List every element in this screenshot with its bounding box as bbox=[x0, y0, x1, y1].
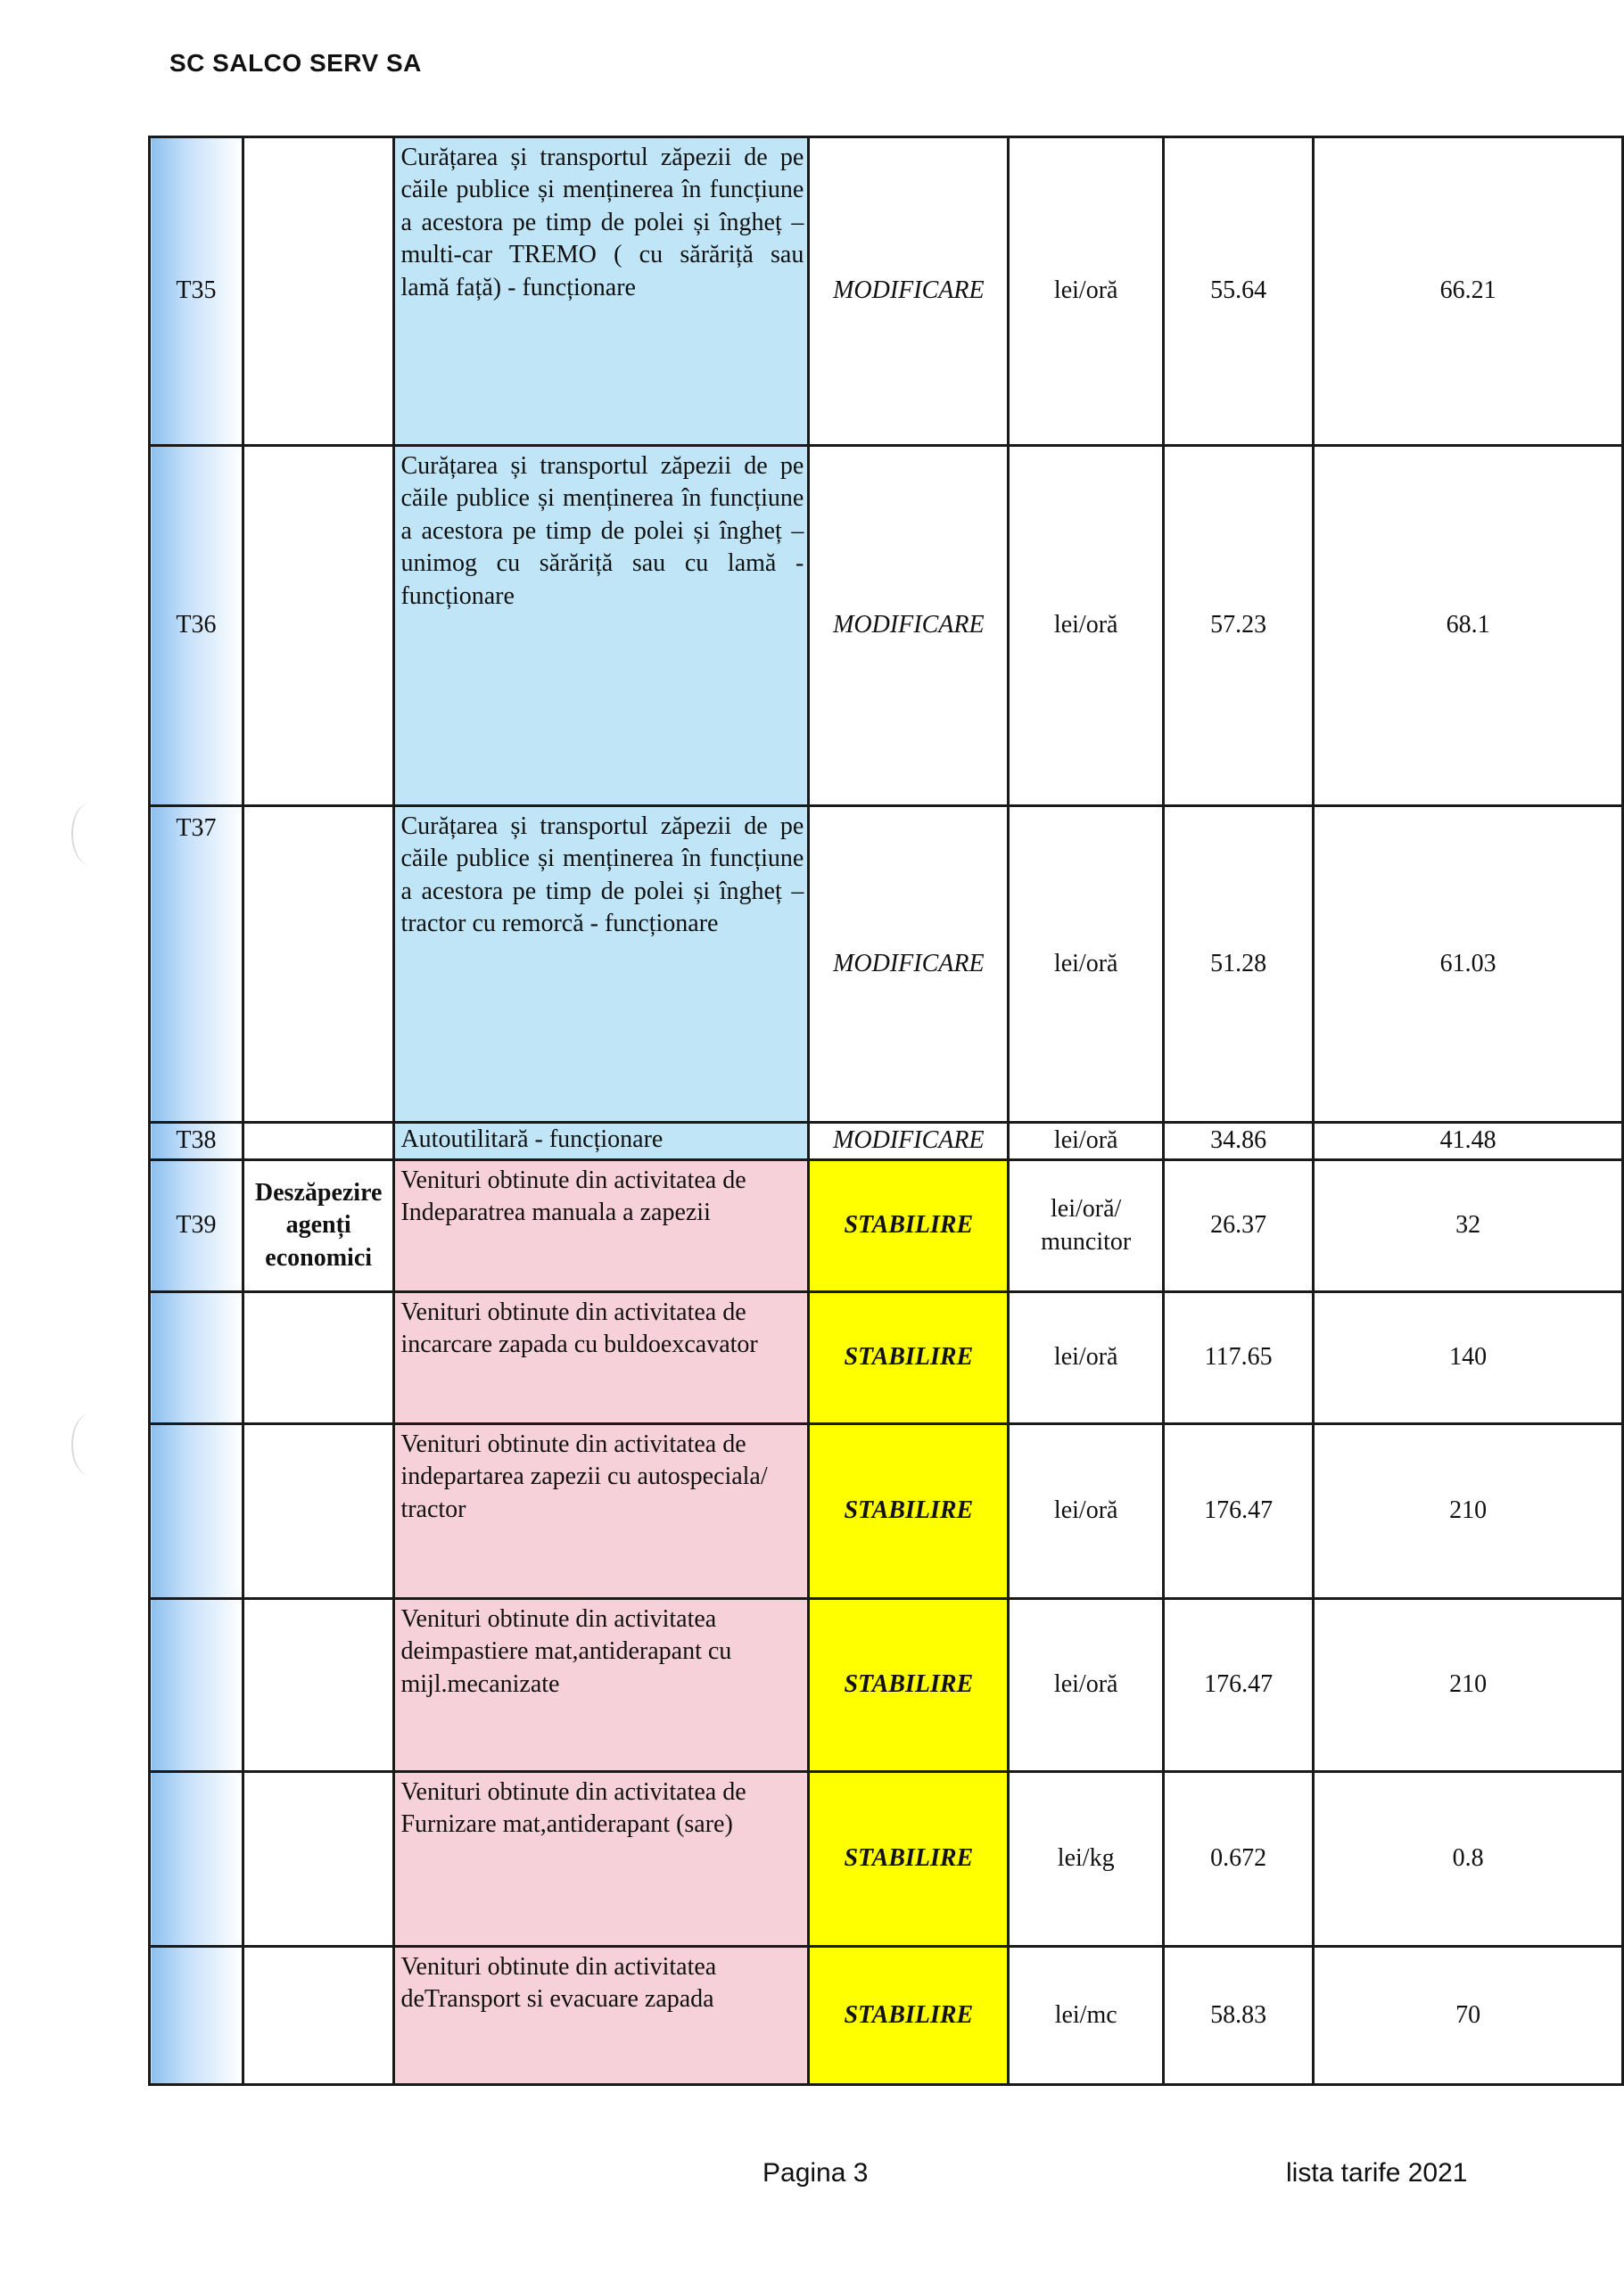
service-description: Venituri obtinute din activitatea de Indeparatrea manuala a zapezii bbox=[394, 1160, 809, 1292]
change-status: MODIFICARE bbox=[809, 446, 1009, 806]
table-row bbox=[150, 446, 1623, 806]
change-status: STABILIRE bbox=[809, 1772, 1009, 1947]
tariff-code: T37 bbox=[150, 806, 243, 1123]
service-category bbox=[243, 1599, 394, 1772]
service-description: Venituri obtinute din activitatea deimpastiere mat,antiderapant cu mijl.mecanizate bbox=[394, 1599, 809, 1772]
new-price: 210 bbox=[1314, 1424, 1623, 1599]
table-row bbox=[150, 1424, 1623, 1599]
new-price: 70 bbox=[1314, 1947, 1623, 2085]
table-row bbox=[150, 1947, 1623, 2085]
binder-hole-mark bbox=[71, 1413, 109, 1476]
service-description: Autoutilitară - funcționare bbox=[394, 1123, 809, 1160]
change-status: STABILIRE bbox=[809, 1599, 1009, 1772]
table-row bbox=[150, 1772, 1623, 1947]
tariff-code: T39 bbox=[150, 1160, 243, 1292]
tariff-code: T35 bbox=[150, 137, 243, 446]
old-price: 26.37 bbox=[1164, 1160, 1314, 1292]
old-price: 51.28 bbox=[1164, 806, 1314, 1123]
service-description: Curățarea și transportul zăpezii de pe căile publice și menținerea în funcțiune a acestora pe timp de polei și îngheț – multi-car TREMO ( cu sărăriță sau lamă față) - funcționare bbox=[394, 137, 809, 446]
service-category bbox=[243, 446, 394, 806]
table-row bbox=[150, 1599, 1623, 1772]
unit: lei/oră bbox=[1009, 1123, 1164, 1160]
unit: lei/kg bbox=[1009, 1772, 1164, 1947]
unit: lei/oră/ muncitor bbox=[1009, 1160, 1164, 1292]
new-price: 61.03 bbox=[1314, 806, 1623, 1123]
service-category bbox=[243, 137, 394, 446]
tariff-code bbox=[150, 1599, 243, 1772]
tariff-code bbox=[150, 1424, 243, 1599]
service-description: Curățarea și transportul zăpezii de pe căile publice și menținerea în funcțiune a acestora pe timp de polei și îngheț – unimog cu sărăriță sau cu lamă - funcționare bbox=[394, 446, 809, 806]
old-price: 58.83 bbox=[1164, 1947, 1314, 2085]
new-price: 210 bbox=[1314, 1599, 1623, 1772]
change-status: STABILIRE bbox=[809, 1292, 1009, 1424]
service-category bbox=[243, 1947, 394, 2085]
service-description: Venituri obtinute din activitatea de Furnizare mat,antiderapant (sare) bbox=[394, 1772, 809, 1947]
unit: lei/oră bbox=[1009, 1292, 1164, 1424]
unit: lei/oră bbox=[1009, 806, 1164, 1123]
document-name: lista tarife 2021 bbox=[1286, 2158, 1468, 2188]
tariff-code bbox=[150, 1772, 243, 1947]
tariff-code: T38 bbox=[150, 1123, 243, 1160]
new-price: 41.48 bbox=[1314, 1123, 1623, 1160]
old-price: 176.47 bbox=[1164, 1599, 1314, 1772]
tariff-code bbox=[150, 1947, 243, 2085]
binder-hole-mark bbox=[71, 803, 109, 865]
service-category bbox=[243, 1424, 394, 1599]
table-row bbox=[150, 1123, 1623, 1160]
change-status: MODIFICARE bbox=[809, 806, 1009, 1123]
old-price: 55.64 bbox=[1164, 137, 1314, 446]
service-category bbox=[243, 806, 394, 1123]
table-row bbox=[150, 137, 1623, 446]
unit: lei/oră bbox=[1009, 446, 1164, 806]
old-price: 34.86 bbox=[1164, 1123, 1314, 1160]
service-category bbox=[243, 1292, 394, 1424]
page-number: Pagina 3 bbox=[763, 2158, 869, 2188]
service-description: Venituri obtinute din activitatea deTransport si evacuare zapada bbox=[394, 1947, 809, 2085]
service-category bbox=[243, 1123, 394, 1160]
change-status: MODIFICARE bbox=[809, 137, 1009, 446]
unit: lei/oră bbox=[1009, 137, 1164, 446]
company-header: SC SALCO SERV SA bbox=[169, 49, 422, 77]
new-price: 68.1 bbox=[1314, 446, 1623, 806]
tariff-table bbox=[148, 136, 1624, 2086]
change-status: STABILIRE bbox=[809, 1424, 1009, 1599]
old-price: 176.47 bbox=[1164, 1424, 1314, 1599]
unit: lei/oră bbox=[1009, 1599, 1164, 1772]
old-price: 57.23 bbox=[1164, 446, 1314, 806]
old-price: 0.672 bbox=[1164, 1772, 1314, 1947]
new-price: 32 bbox=[1314, 1160, 1623, 1292]
tariff-code bbox=[150, 1292, 243, 1424]
new-price: 0.8 bbox=[1314, 1772, 1623, 1947]
change-status: MODIFICARE bbox=[809, 1123, 1009, 1160]
table-row bbox=[150, 1292, 1623, 1424]
service-description: Venituri obtinute din activitatea de incarcare zapada cu buldoexcavator bbox=[394, 1292, 809, 1424]
unit: lei/oră bbox=[1009, 1424, 1164, 1599]
new-price: 66.21 bbox=[1314, 137, 1623, 446]
change-status: STABILIRE bbox=[809, 1947, 1009, 2085]
service-description: Curățarea și transportul zăpezii de pe căile publice și menținerea în funcțiune a acestora pe timp de polei și îngheț – tractor cu remorcă - funcționare bbox=[394, 806, 809, 1123]
service-category bbox=[243, 1772, 394, 1947]
service-category: Deszăpezire agenți economici bbox=[243, 1160, 394, 1292]
old-price: 117.65 bbox=[1164, 1292, 1314, 1424]
unit: lei/mc bbox=[1009, 1947, 1164, 2085]
service-description: Venituri obtinute din activitatea de indepartarea zapezii cu autospeciala/ tractor bbox=[394, 1424, 809, 1599]
table-row bbox=[150, 806, 1623, 1123]
new-price: 140 bbox=[1314, 1292, 1623, 1424]
change-status: STABILIRE bbox=[809, 1160, 1009, 1292]
table-row bbox=[150, 1160, 1623, 1292]
tariff-code: T36 bbox=[150, 446, 243, 806]
